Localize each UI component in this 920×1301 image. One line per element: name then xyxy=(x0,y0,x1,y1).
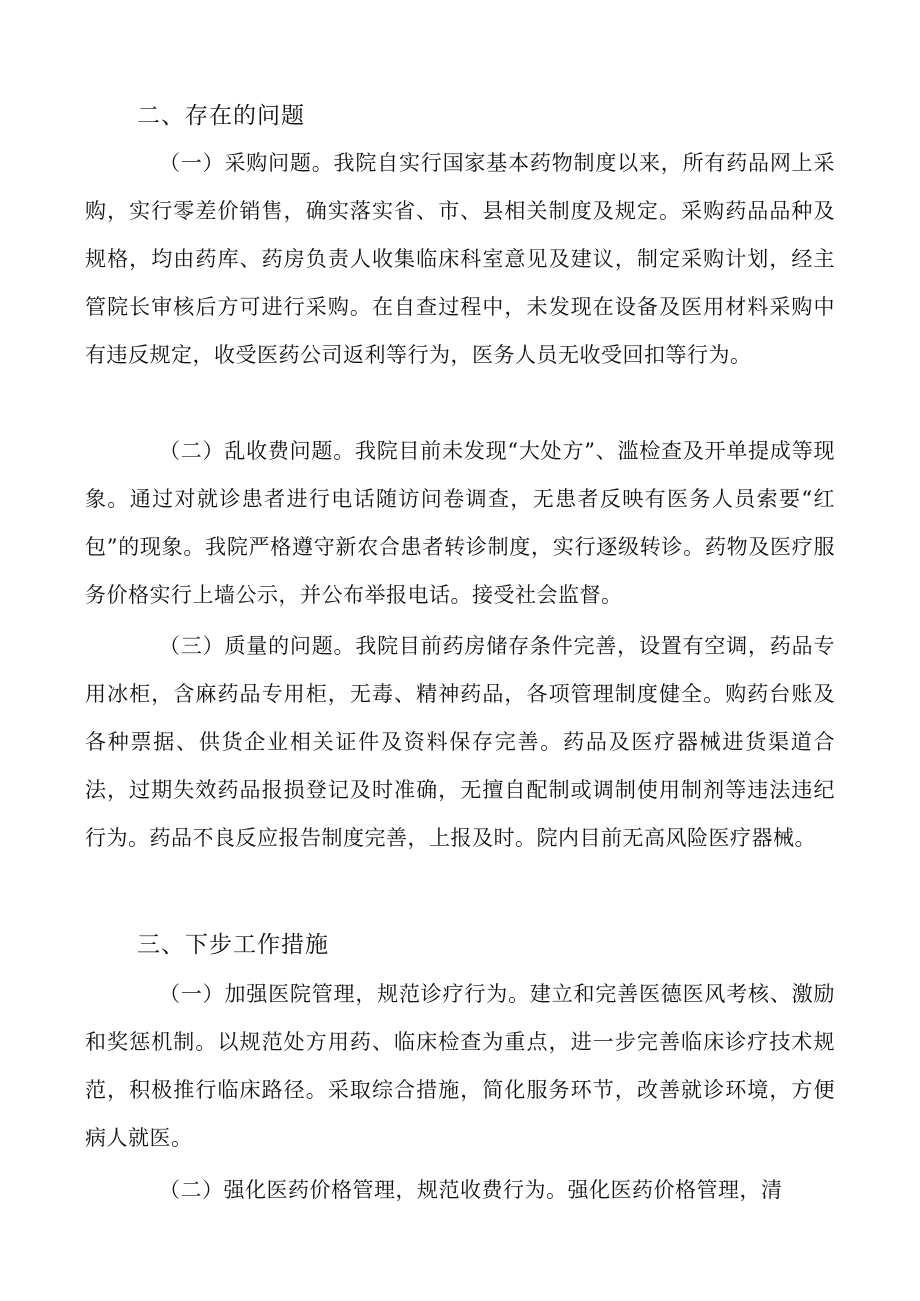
section-heading-next-steps: 三、下步工作措施 xyxy=(137,932,329,958)
paragraph-procurement: （一）采购问题。我院自实行国家基本药物制度以来，所有药品网上采购，实行零差价销售，确实落实省、市、县相关制度及规定。采购药品品种及规格，均由药库、药房负责人收集临床科室意见及建议，制定采购计划，经主管院长审核后方可进行采购。在自查过程中，未发现在设备及医用材料采购中有违反规定，收受医药公司返利等行为，医务人员无收受回扣等行为。 xyxy=(85,151,835,367)
paragraph-management: （一）加强医院管理，规范诊疗行为。建立和完善医德医风考核、激励和奖惩机制。以规范处方用药、临床检查为重点，进一步完善临床诊疗技术规范，积极推行临床路径。采取综合措施，简化服务环节，改善就诊环境，方便病人就医。 xyxy=(85,982,835,1150)
section-heading-problems: 二、存在的问题 xyxy=(137,103,305,129)
paragraph-quality: （三）质量的问题。我院目前药房储存条件完善，设置有空调，药品专用冰柜，含麻药品专用柜，无毒、精神药品，各项管理制度健全。购药台账及各种票据、供货企业相关证件及资料保存完善。药品及医疗器械进货渠道合法，过期失效药品报损登记及时准确，无擅自配制或调制使用制剂等违法违纪行为。药品不良反应报告制度完善，上报及时。院内目前无高风险医疗器械。 xyxy=(85,634,835,850)
paragraph-pricing: （二）强化医药价格管理，规范收费行为。强化医药价格管理，清 xyxy=(159,1178,783,1202)
paragraph-charges: （二）乱收费问题。我院目前未发现“大处方”、滥检查及开单提成等现象。通过对就诊患者进行电话随访问卷调查，无患者反映有医务人员索要“红包”的现象。我院严格遵守新农合患者转诊制度，实行逐级转诊。药物及医疗服务价格实行上墙公示，并公布举报电话。接受社会监督。 xyxy=(85,439,835,607)
